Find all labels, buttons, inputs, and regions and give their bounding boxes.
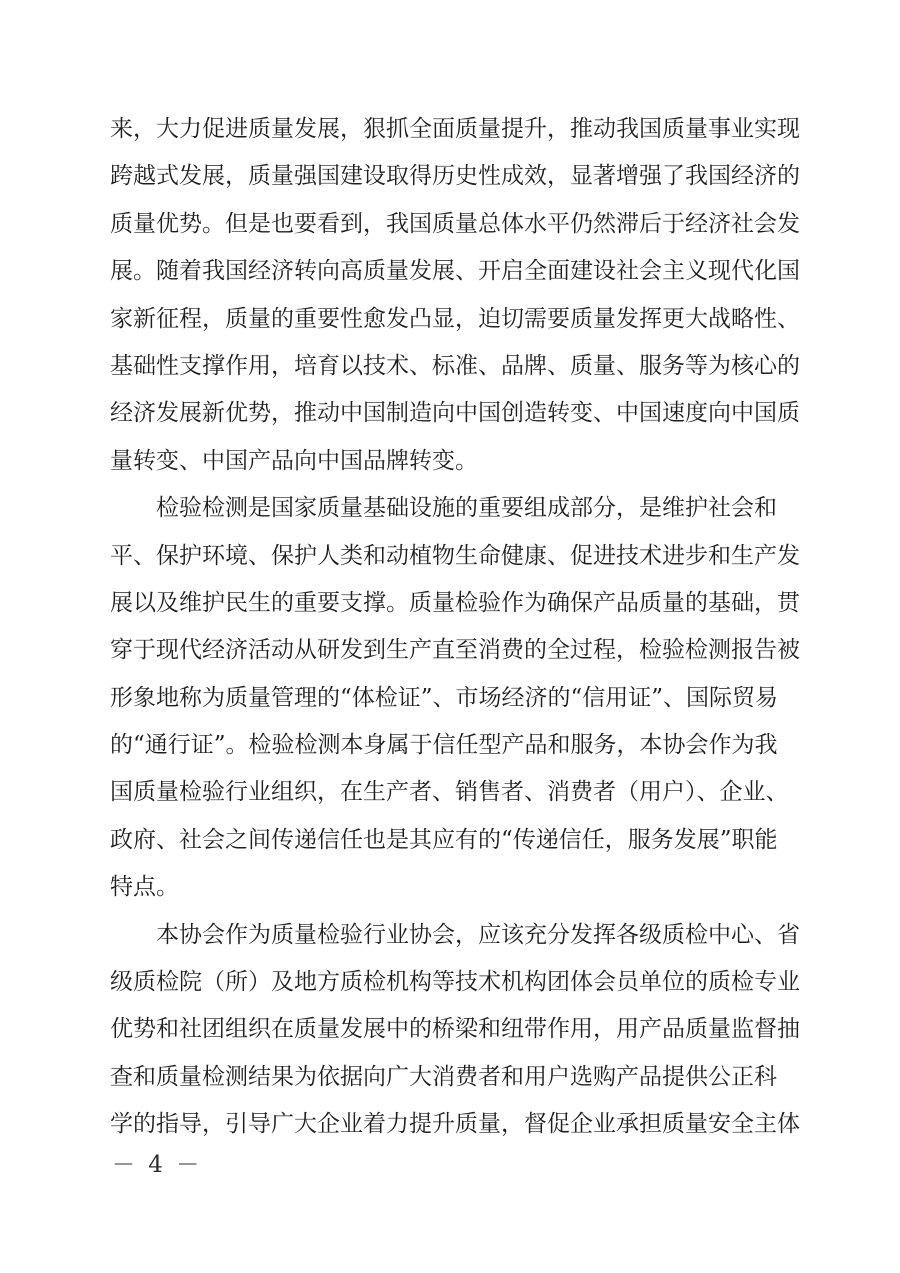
- body-line: 展以及维护民生的重要支撑。质量检验作为确保产品质量的基础，贯: [110, 589, 800, 616]
- body-line: 学的指导，引导广大企业着力提升质量，督促企业承担质量安全主体: [110, 1111, 800, 1138]
- body-line: 来，大力促进质量发展，狠抓全面质量提升，推动我国质量事业实现: [110, 116, 800, 142]
- body-text: [110, 106, 800, 1149]
- body-line: 量转变、中国产品向中国品牌转变。: [110, 447, 478, 474]
- body-line: 的“通行证”。检验检测本身属于信任型产品和服务，本协会作为我: [110, 732, 778, 759]
- body-line-paragraph-start: 检验检测是国家质量基础设施的重要组成部分，是维护社会和: [156, 495, 777, 522]
- body-line: 形象地称为质量管理的“体检证”、市场经济的“信用证”、国际贸易: [110, 684, 779, 711]
- body-line: 国质量检验行业组织，在生产者、销售者、消费者（用户）、企业、: [110, 779, 789, 806]
- body-line: 查和质量检测结果为依据向广大消费者和用户选购产品提供公正科: [110, 1063, 777, 1090]
- body-line: 质量优势。但是也要看到，我国质量总体水平仍然滞后于经济社会发: [110, 210, 800, 237]
- body-line: 平、保护环境、保护人类和动植物生命健康、促进技术进步和生产发: [110, 542, 800, 569]
- body-line: 级质检院（所）及地方质检机构等技术机构团体会员单位的质检专业: [110, 969, 800, 996]
- body-line: 展。随着我国经济转向高质量发展、开启全面建设社会主义现代化国: [110, 258, 800, 285]
- body-line: 家新征程，质量的重要性愈发凸显，迫切需要质量发挥更大战略性、: [110, 305, 800, 332]
- page-number: － 4 －: [112, 1152, 203, 1178]
- body-line-paragraph-start: 本协会作为质量检验行业协会，应该充分发挥各级质检中心、省: [156, 921, 800, 948]
- body-line: 基础性支撑作用，培育以技术、标准、品牌、质量、服务等为核心的: [110, 352, 800, 379]
- body-line: 跨越式发展，质量强国建设取得历史性成效，显著增强了我国经济的: [110, 163, 800, 190]
- body-line: 经济发展新优势，推动中国制造向中国创造转变、中国速度向中国质: [110, 400, 800, 427]
- body-line: 优势和社团组织在质量发展中的桥梁和纽带作用，用产品质量监督抽: [110, 1016, 800, 1043]
- body-line: 特点。: [110, 874, 179, 901]
- body-line: 政府、社会之间传递信任也是其应有的“传递信任，服务发展”职能: [110, 826, 778, 853]
- body-line: 穿于现代经济活动从研发到生产直至消费的全过程，检验检测报告被: [110, 637, 800, 664]
